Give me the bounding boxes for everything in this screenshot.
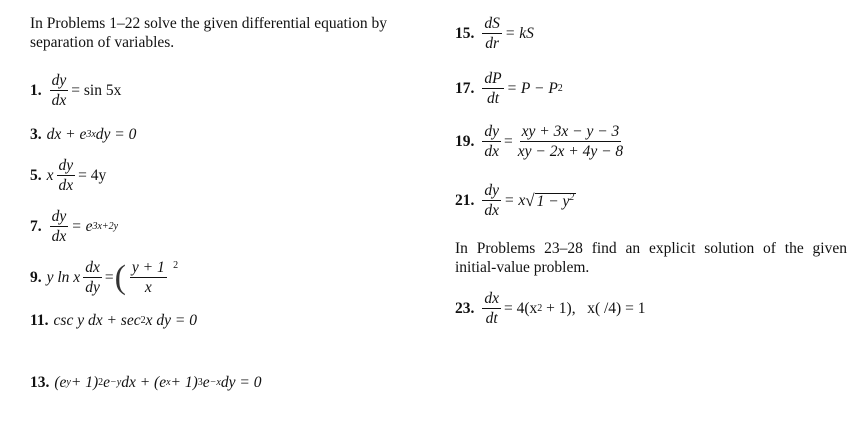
rhs: = x: [504, 191, 526, 209]
expr-part: (e: [54, 374, 67, 391]
fraction: [482, 70, 503, 107]
numerator: dx: [85, 259, 100, 276]
expr-b: x dy = 0: [145, 312, 197, 329]
expr-part: e: [202, 374, 210, 391]
fraction: [50, 208, 69, 245]
fraction: [482, 123, 501, 160]
problem-7: 7. $\frac{dy}{dx}$ = e 3x+2y: [30, 208, 119, 245]
rhs: = 4y: [78, 166, 107, 184]
numerator: dx: [484, 290, 500, 307]
numerator: dy: [484, 123, 500, 140]
square-root: [525, 191, 576, 211]
problem-number: 5.: [30, 166, 42, 184]
denominator: dt: [485, 310, 498, 327]
numerator: dy: [484, 182, 500, 199]
expr-part: dy = 0: [220, 374, 262, 391]
problem-number: 9.: [30, 268, 42, 286]
problem-number: 15.: [455, 24, 475, 42]
problem-1: [30, 72, 121, 109]
numerator: y + 1: [131, 259, 165, 276]
expr-a: csc y dx + sec: [53, 312, 141, 329]
numerator: dy: [51, 208, 67, 225]
problem-13: 13. (e y + 1) 2 e −y dx + (e x + 1) 3 e −x dy = 0: [30, 374, 262, 391]
problem-19: [455, 123, 628, 160]
denominator: dy: [85, 279, 100, 296]
problem-number: 7.: [30, 217, 42, 235]
problem-9: 9. y ln x $\frac{dx}{dy}$ = ( $\frac{y + 1}{x}$ $^2$: [30, 258, 179, 296]
radical-sign: √: [525, 190, 535, 210]
fraction: [482, 15, 502, 52]
rhs-cont: + 1), x( /4) = 1: [542, 299, 646, 317]
problem-number: 17.: [455, 79, 475, 97]
numerator: dP: [484, 70, 502, 87]
problem-number: 13.: [30, 374, 50, 391]
problem-21: [455, 182, 576, 219]
expr-part: + 1): [70, 374, 99, 391]
fraction: [57, 157, 76, 194]
denominator: xy − 2x + 4y − 8: [517, 143, 624, 160]
denominator: dr: [485, 35, 500, 52]
problem-number: 23.: [455, 299, 475, 317]
fraction: [482, 290, 501, 327]
expr-part: + 1): [170, 374, 198, 391]
expr-a: y ln x: [46, 268, 81, 286]
denominator: dx: [51, 92, 67, 109]
coefficient: x: [46, 166, 54, 184]
rhs: = sin 5x: [71, 81, 122, 99]
numerator: dy: [51, 72, 67, 89]
problem-17: 17. $\frac{dP}{dt}$ = P − P 2: [455, 70, 563, 107]
equals: =: [504, 132, 513, 150]
problem-number: 19.: [455, 132, 475, 150]
numerator: dS: [484, 15, 500, 32]
expr-b: dy = 0: [95, 126, 137, 143]
radicand: [535, 193, 577, 210]
problem-number: 21.: [455, 191, 475, 209]
denominator: dx: [51, 228, 67, 245]
denominator: dx: [58, 177, 74, 194]
rhs: = 4(x: [504, 299, 538, 317]
radicand-text: 1 − y: [536, 192, 570, 210]
problem-number: 3.: [30, 126, 42, 143]
expr-a: dx + e: [46, 126, 87, 143]
fraction: [516, 123, 625, 160]
numerator: dy: [58, 157, 74, 174]
fraction: [130, 259, 167, 296]
expr-part: dx + (e: [121, 374, 167, 391]
problem-11: 11. csc y dx + sec 2 x dy = 0: [30, 312, 197, 329]
right-instructions: In Problems 23–28 find an explicit solution of the given initial-value problem.: [455, 240, 847, 276]
numerator: xy + 3x − y − 3: [521, 123, 620, 140]
problem-3: 3. dx + e 3x dy = 0: [30, 126, 137, 143]
denominator: dt: [486, 90, 500, 107]
denominator: dx: [484, 202, 500, 219]
left-paren: (: [114, 258, 126, 296]
fraction: [50, 72, 69, 109]
denominator: dx: [484, 143, 500, 160]
problem-23: 23. $\frac{dx}{dt}$ = 4(x 2 + 1), x( /4) = 1: [455, 290, 646, 327]
problem-5: [30, 157, 106, 194]
problem-number: 1.: [30, 81, 42, 99]
denominator: x: [144, 279, 152, 296]
fraction: [482, 182, 501, 219]
expr-part: e: [103, 374, 111, 391]
exponent: 2: [569, 191, 575, 203]
rhs: = kS: [504, 24, 534, 42]
problem-number: 11.: [30, 312, 49, 329]
fraction: [83, 259, 102, 296]
equals: =: [104, 268, 114, 286]
rhs: = e: [71, 217, 93, 235]
problem-15: [455, 15, 534, 52]
left-instructions: In Problems 1–22 solve the given differential equation by separation of variables.: [30, 15, 387, 51]
rhs: = P − P: [506, 79, 558, 97]
